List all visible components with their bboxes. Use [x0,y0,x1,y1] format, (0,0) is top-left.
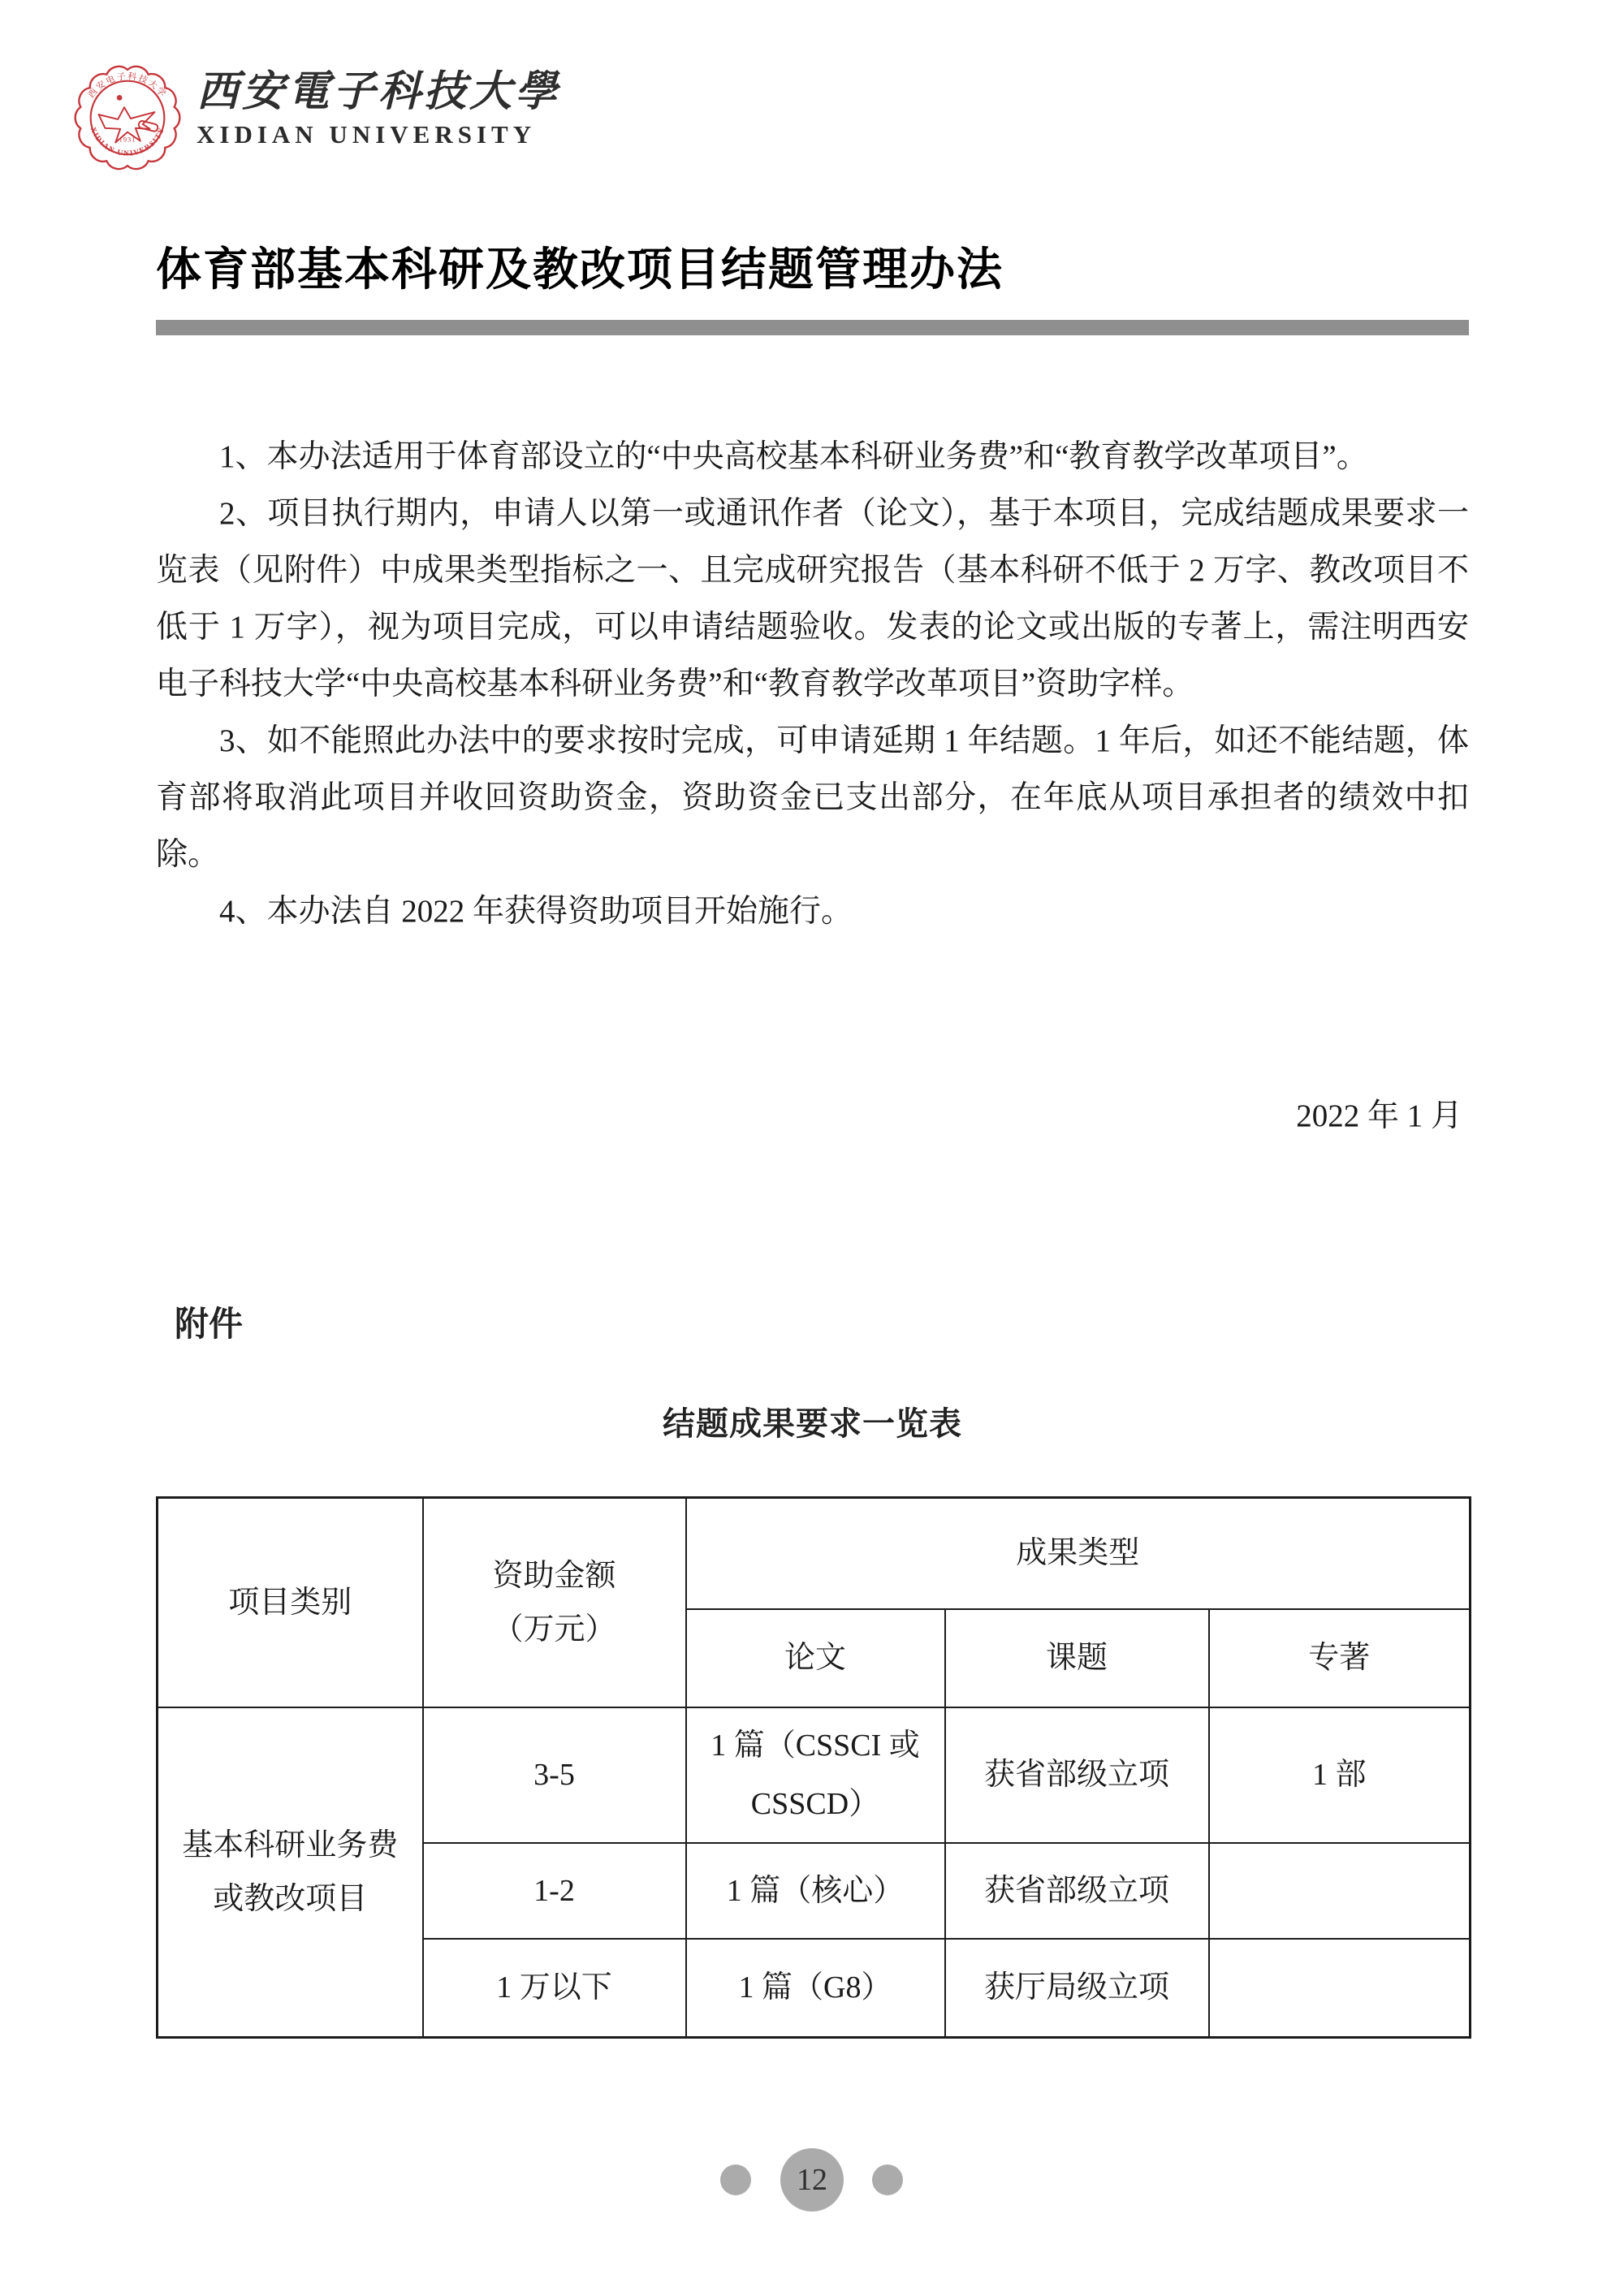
paragraph-4: 4、本办法自 2022 年获得资助项目开始施行。 [219,894,853,929]
seal-year-label: 1931 [119,136,136,144]
footer-right-dot [872,2164,903,2195]
cell-paper-row2: 1 篇（核心） [686,1843,945,1939]
cell-monograph-row2 [1209,1843,1471,1939]
cell-amount-row2: 1-2 [423,1843,686,1939]
title-divider-bar [156,320,1469,335]
paragraph-2: 2、项目执行期内，申请人以第一或通讯作者（论文），基于本项目，完成结题成果要求一览表（见附件）中成果类型指标之一、且完成研究报告（基本科研不低于 2 万字、教改项目不低于 1 万字），视为项目完成，可以申请结题验收。发表的论文或出版的专著上，需注明西安电子科技大学“中央高校基本科研业务费”和“教育教学改革项目”资助字样。 [156,496,1469,701]
seal-top-arc-text: 西安电子科技大学 [86,71,169,100]
funding-amount-line2: （万元） [492,1612,616,1646]
result-requirements-table [156,1496,1471,2039]
cell-topic-row2: 获省部级立项 [945,1843,1209,1939]
subheader-cell-topic: 课题 [945,1609,1209,1707]
cell-monograph-row3 [1209,1939,1471,2038]
document-title: 体育部基本科研及教改项目结题管理办法 [156,245,1004,296]
university-name-chinese: 西安電子科技大學 [197,67,561,116]
subheader-cell-monograph: 专著 [1209,1609,1471,1707]
cell-paper-row1: 1 篇（CSSCI 或 CSSCD） [686,1707,945,1843]
group-label-line1: 基本科研业务费 [182,1828,399,1862]
issue-date: 2022 年 1 月 [1296,1098,1462,1133]
document-body [156,429,1469,940]
page-number-badge [780,2148,844,2212]
header-cell-project-category: 项目类别 [158,1498,423,1707]
university-seal-logo [71,62,184,174]
subheader-cell-paper: 论文 [686,1609,945,1707]
cell-topic-row1: 获省部级立项 [945,1707,1209,1843]
header-cell-funding-amount [423,1498,686,1707]
paragraph-1: 1、本办法适用于体育部设立的“中央高校基本科研业务费”和“教育教学改革项目”。 [219,439,1368,474]
group-label-line2: 或教改项目 [213,1881,368,1916]
table-title: 结题成果要求一览表 [663,1406,962,1442]
cell-monograph-row1: 1 部 [1209,1707,1471,1843]
header-cell-result-type: 成果类型 [686,1498,1471,1609]
cell-paper-row3: 1 篇（G8） [686,1939,945,2038]
attachment-label: 附件 [175,1305,244,1343]
cell-amount-row3: 1 万以下 [423,1939,686,2038]
page-number: 12 [797,2163,827,2197]
paragraph-3: 3、如不能照此办法中的要求按时完成，可申请延期 1 年结题。1 年后，如还不能结题，体育部将取消此项目并收回资助资金，资助资金已支出部分，在年底从项目承担者的绩效中扣除。 [156,723,1469,872]
group-cell-project-category [158,1707,423,2038]
footer-left-dot [720,2164,751,2195]
university-name-english: XIDIAN UNIVERSITY [197,120,537,149]
funding-amount-line1: 资助金额 [492,1558,616,1593]
seal-red-dot [117,95,123,101]
cell-topic-row3: 获厅局级立项 [945,1939,1209,2038]
university-wordmark [197,65,560,149]
seal-bottom-arc-text: XIDIAN UNIVERSITY [88,126,167,158]
cell-amount-row1: 3-5 [423,1707,686,1843]
